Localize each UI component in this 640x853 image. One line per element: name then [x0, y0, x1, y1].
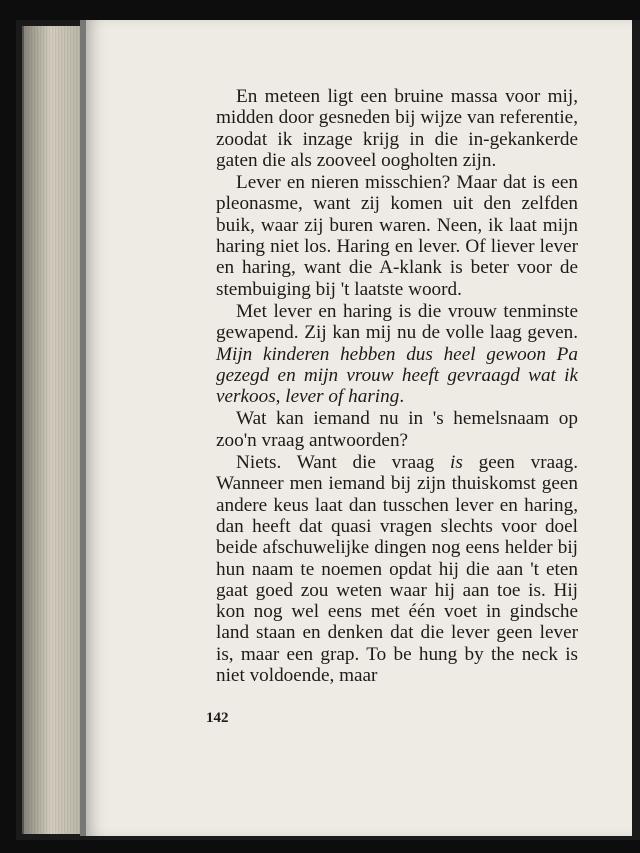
page-body: [216, 86, 578, 686]
paragraph-3-italic-b: lever of haring: [285, 386, 400, 408]
paragraph-2: Lever en nieren misschien? Maar dat is een pleonasme, want zij komen uit den zelfden buik, waar zij buren waren. Neen, ik laat mijn haring niet los. Haring en lever. Of liever lever en haring, want die A-klank is beter voor de stembuiging bij 't laatste woord.: [216, 172, 578, 300]
paragraph-5-rest: geen vraag.: [478, 452, 579, 474]
paragraph-3-comma: ,: [275, 386, 281, 408]
paragraph-5: [216, 452, 578, 686]
paragraph-1: En meteen ligt een bruine massa voor mij, midden door gesneden bij wijze van referentie, zoodat ik inzage krijg in die in-gekankerde gaten die als zooveel oogholten zijn.: [216, 86, 578, 171]
paragraph-5-italic: is: [450, 452, 463, 474]
page-number: 142: [206, 710, 229, 726]
paragraph-3-roman: Met lever en haring is die vrouw tenminste gewapend. Zij kan mij nu de volle laag geven.: [216, 300, 578, 344]
paragraph-3-italic-a: Mijn kinderen hebben dus heel gewoon Pa gezegd en mijn vrouw heeft gevraagd wat ik verkoos: [216, 343, 578, 408]
spine-gutter: [80, 20, 86, 836]
paragraph-3: [216, 301, 578, 407]
paragraph-3-end: .: [399, 386, 405, 408]
paragraph-5-continued: Wanneer men iemand bij zijn thuiskomst geen andere keus laat dan tusschen lever en haring, dan heeft dat quasi vragen slechts voor doel beide afschuwelijke dingen nog eens helder bij hun naam te noemen opdat hij die aan 't eten gaat goed zou weten waar hij aan toe is. Hij kon nog wel eens met één voet in gindsche land staan en denken dat die lever geen lever is, maar een grap. To be hung by the neck is niet voldoende, maar: [216, 473, 578, 687]
paragraph-4: Wat kan iemand nu in 's hemelsnaam op zoo'n vraag antwoorden?: [216, 408, 578, 451]
paragraph-5-start: Niets. Want die vraag: [236, 452, 435, 474]
